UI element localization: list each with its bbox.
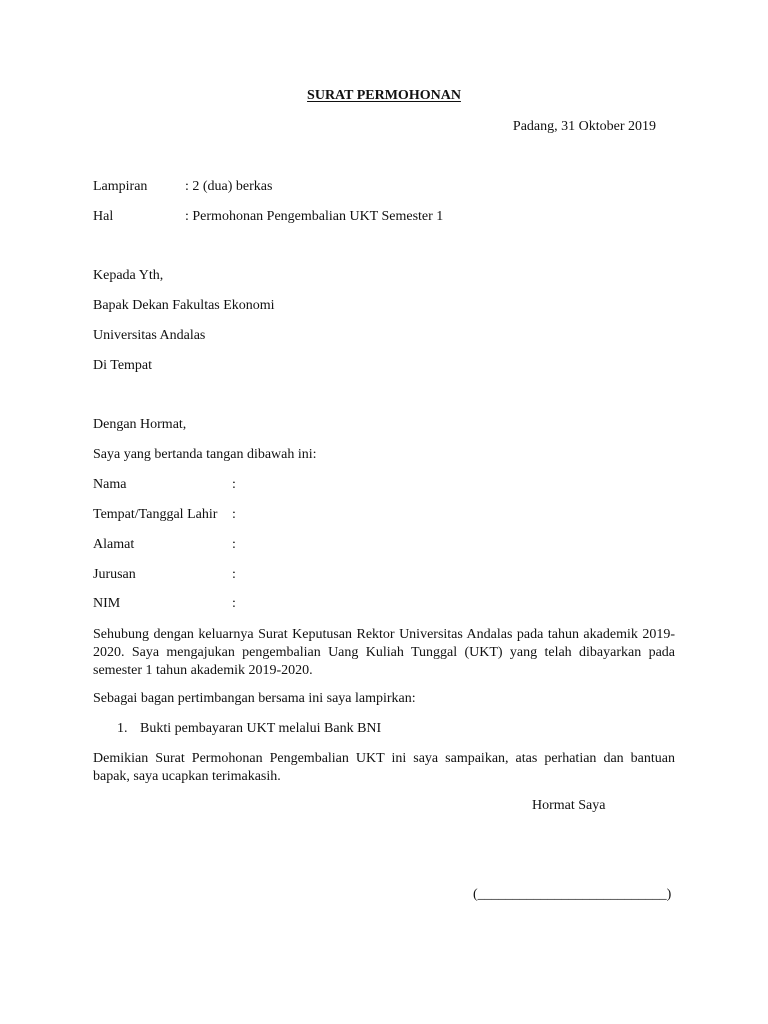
list-item-number: 1. <box>117 721 128 736</box>
body-paragraph: Sehubung dengan keluarnya Surat Keputusan Rektor Universitas Andalas pada tahun akademik 2019-2020. Saya mengajukan pengembalian Uang Kuliah Tunggal (UKT) yang telah dibayarkan pada semester 1 tahun akademik 2019-2020. <box>93 627 675 678</box>
field-label-birth: Tempat/Tanggal Lahir <box>93 507 218 522</box>
field-label-student-id: NIM <box>93 596 121 611</box>
list-item: Bukti pembayaran UKT melalui Bank BNI <box>140 721 382 736</box>
field-label-department: Jurusan <box>93 567 136 582</box>
place-date: Padang, 31 Oktober 2019 <box>512 119 656 134</box>
recipient-salutation: Kepada Yth, <box>93 268 164 283</box>
attachment-count-value: : 2 (dua) berkas <box>185 179 273 194</box>
recipient-name: Bapak Dekan Fakultas Ekonomi <box>93 298 275 313</box>
closing-phrase: Hormat Saya <box>532 798 606 813</box>
recipient-institution: Universitas Andalas <box>93 328 206 343</box>
attachment-count-label: Lampiran <box>93 179 148 194</box>
letter-title: SURAT PERMOHONAN <box>307 88 461 103</box>
subject-value: : Permohonan Pengembalian UKT Semester 1 <box>185 209 444 224</box>
signature-line: (___________________________) <box>473 887 672 902</box>
field-separator: : <box>232 537 236 552</box>
attachment-intro: Sebagai bagan pertimbangan bersama ini saya lampirkan: <box>93 691 416 706</box>
subject-label: Hal <box>93 209 114 224</box>
closing-paragraph: Demikian Surat Permohonan Pengembalian UKT ini saya sampaikan, atas perhatian dan bantuan bapak, saya ucapkan terimakasih. <box>93 751 675 784</box>
greeting: Dengan Hormat, <box>93 417 187 432</box>
recipient-place: Di Tempat <box>93 358 153 373</box>
field-label-name: Nama <box>93 477 127 492</box>
field-separator: : <box>232 567 236 582</box>
field-label-address: Alamat <box>93 537 135 552</box>
field-separator: : <box>232 477 236 492</box>
field-separator: : <box>232 507 236 522</box>
field-separator: : <box>232 596 236 611</box>
intro-text: Saya yang bertanda tangan dibawah ini: <box>93 447 317 462</box>
